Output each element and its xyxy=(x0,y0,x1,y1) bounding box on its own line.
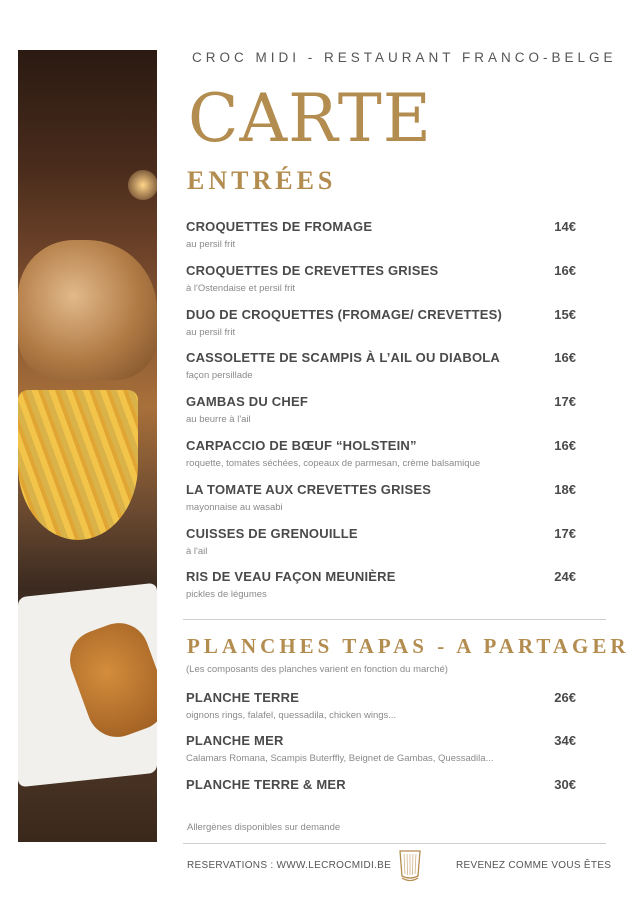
restaurant-subtitle: CROC MIDI - RESTAURANT FRANCO-BELGE xyxy=(192,50,617,65)
item-description: roquette, tomates séchées, copeaux de parmesan, crème balsamique xyxy=(186,458,481,469)
item-name: CROQUETTES DE FROMAGE xyxy=(186,219,373,234)
item-price: 15€ xyxy=(554,306,576,322)
item-name: DUO DE CROQUETTES (FROMAGE/ CREVETTES) xyxy=(186,306,503,322)
item-price: 14€ xyxy=(554,219,576,234)
item-name: CROQUETTES DE CREVETTES GRISES xyxy=(186,262,439,278)
item-description: pickles de légumes xyxy=(186,589,267,601)
item-name: CARPACCIO DE BŒUF “HOLSTEIN” xyxy=(186,438,417,453)
menu-item xyxy=(186,526,576,557)
food-photo xyxy=(18,50,157,842)
divider xyxy=(183,619,606,620)
item-description: au persil frit xyxy=(186,239,236,250)
item-price: 16€ xyxy=(554,438,576,453)
item-description: Calamars Romana, Scampis Buterffly, Beignet de Gambas, Quessadila... xyxy=(186,753,494,765)
menu-item xyxy=(186,569,576,600)
item-price: 17€ xyxy=(554,394,576,410)
item-name: PLANCHE MER xyxy=(186,733,284,749)
item-description: à l'ail xyxy=(186,545,208,557)
item-description: au persil frit xyxy=(186,326,236,338)
section-heading-planches: PLANCHES TAPAS - A PARTAGER xyxy=(187,634,630,658)
item-price: 24€ xyxy=(554,569,576,585)
menu-item xyxy=(186,350,576,381)
bread-basket xyxy=(18,240,157,380)
menu-item xyxy=(186,263,576,294)
page-title: CARTE xyxy=(188,80,432,157)
item-price: 16€ xyxy=(554,262,576,278)
menu-item xyxy=(186,690,576,721)
menu-item xyxy=(186,777,576,792)
item-price: 34€ xyxy=(554,733,576,749)
glass-icon xyxy=(398,850,422,884)
footer-divider xyxy=(183,843,606,844)
menu-item xyxy=(186,307,576,338)
menu-item xyxy=(186,482,576,513)
candle-glow xyxy=(128,170,157,200)
item-price: 16€ xyxy=(554,350,576,366)
item-description: oignons rings, falafel, quessadila, chicken wings... xyxy=(186,710,397,721)
menu-item xyxy=(186,733,576,764)
item-name: RIS DE VEAU FAÇON MEUNIÈRE xyxy=(186,569,396,585)
item-price: 17€ xyxy=(554,525,576,541)
item-description: mayonnaise au wasabi xyxy=(186,501,283,513)
slogan: REVENEZ COMME VOUS ÊTES xyxy=(456,860,612,871)
item-description: façon persillade xyxy=(186,370,253,382)
item-description: au beurre à l'ail xyxy=(186,414,251,426)
planches-note: (Les composants des planches varient en fonction du marché) xyxy=(186,664,448,675)
item-price: 30€ xyxy=(554,776,576,792)
item-name: LA TOMATE AUX CREVETTES GRISES xyxy=(186,481,432,497)
item-price: 18€ xyxy=(554,481,576,497)
menu-item xyxy=(186,438,576,469)
reservations-link[interactable]: RESERVATIONS : WWW.LECROCMIDI.BE xyxy=(187,860,392,871)
item-price: 26€ xyxy=(554,690,576,705)
fries xyxy=(18,390,138,540)
menu-item xyxy=(186,219,576,250)
menu-item xyxy=(186,394,576,425)
item-name: CASSOLETTE DE SCAMPIS À L’AIL OU DIABOLA xyxy=(186,350,501,366)
item-name: PLANCHE TERRE xyxy=(186,690,300,705)
section-heading-entrees: ENTRÉES xyxy=(187,166,337,195)
item-name: PLANCHE TERRE & MER xyxy=(186,776,346,792)
item-description: à l'Ostendaise et persil frit xyxy=(186,282,295,294)
item-name: CUISSES DE GRENOUILLE xyxy=(186,525,358,541)
allergen-note: Allergènes disponibles sur demande xyxy=(187,822,341,833)
item-name: GAMBAS DU CHEF xyxy=(186,394,308,410)
